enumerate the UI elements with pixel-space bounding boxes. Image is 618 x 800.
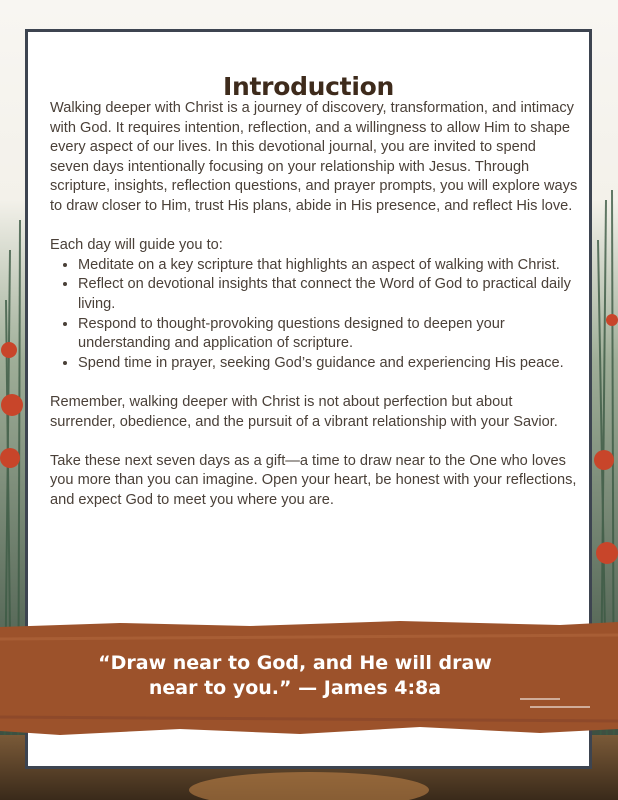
closing-paragraph: Take these next seven days as a gift—a time to draw near to the One who loves you more than you can imagine. Open your heart, be honest with your reflections, and expect God to meet you where you are. bbox=[50, 452, 577, 508]
list-item: • Reflect on devotional insights that connect the Word of God to practical daily living. bbox=[78, 275, 578, 314]
intro-paragraph: Walking deeper with Christ is a journey of discovery, transformation, and intimacy with God. It requires intention, reflection, and a willingness to allow Him to shape every aspect of our lives. In this devotional journal, you are invited to spend seven days intentionally focusing on your relationship with Jesus. Through scripture, insights, reflection questions, and prayer prompts, you will explore ways to draw closer to Him, trust His plans, abide in His presence, and reflect His love. bbox=[50, 100, 578, 214]
guide-list bbox=[50, 256, 578, 374]
list-item: • Spend time in prayer, seeking God’s guidance and experiencing His peace. bbox=[78, 354, 578, 374]
page-title: Introduction bbox=[223, 72, 394, 101]
scripture-verse bbox=[60, 651, 530, 701]
list-lead: Each day will guide you to: bbox=[50, 237, 223, 254]
list-item: • Meditate on a key scripture that highlights an aspect of walking with Christ. bbox=[78, 256, 578, 276]
remember-paragraph: Remember, walking deeper with Christ is not about perfection but about surrender, obedience, and the pursuit of a vibrant relationship with your Savior. bbox=[50, 393, 558, 430]
verse-line-2: near to you.” — James 4:8a bbox=[148, 677, 442, 699]
list-item: • Respond to thought-provoking questions designed to deepen your understanding and application of scripture. bbox=[78, 315, 578, 354]
verse-line-1: “Draw near to God, and He will draw bbox=[98, 652, 492, 674]
body-text bbox=[50, 99, 578, 530]
